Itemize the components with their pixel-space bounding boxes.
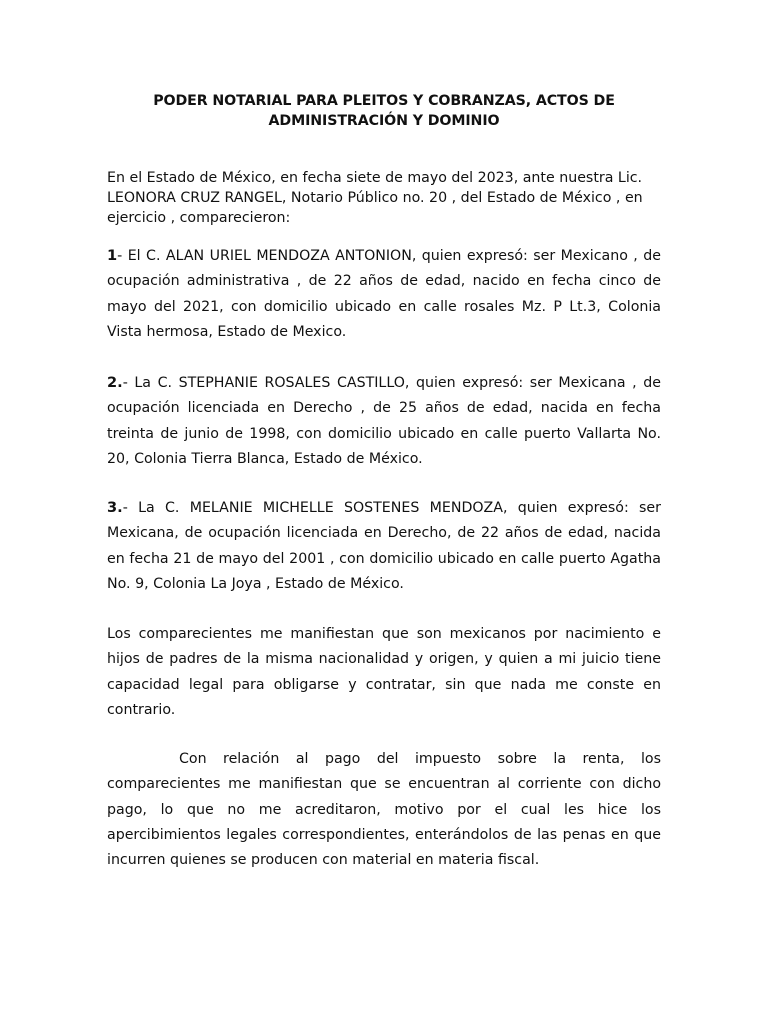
document-title: PODER NOTARIAL PARA PLEITOS Y COBRANZAS, ACTOS DE ADMINISTRACIÓN Y DOMINIO: [153, 93, 615, 129]
compareciente-separator-1: -: [117, 248, 128, 264]
tax-paragraph-text: Con relación al pago del impuesto sobre la renta, los comparecientes me manifiestan que se encuentran al corriente con dicho pago, lo que no me acreditaron, motivo por el cual les hice los apercibimientos legales correspondientes, enterándolos de las penas en que incurren quienes se producen con material en materia fiscal.: [107, 751, 661, 869]
declaration-paragraph: Los comparecientes me manifiestan que son mexicanos por nacimiento e hijos de padres de la misma nacionalidad y origen, y quien a mi juicio tiene capacidad legal para obligarse y contratar, sin que nada me conste en contrario.: [107, 626, 661, 718]
compareciente-number-2: 2.: [107, 374, 123, 391]
tax-paragraph: [107, 747, 661, 873]
compareciente-separator-2: -: [122, 375, 135, 391]
compareciente-text-2: La C. STEPHANIE ROSALES CASTILLO, quien expresó: ser Mexicana , de ocupación licenciada en Derecho , de 25 años de edad, nacida en fecha treinta de junio de 1998, con domicilio ubicado en calle puerto Vallarta No. 20, Colonia Tierra Blanca, Estado de México.: [107, 375, 661, 467]
compareciente-paragraph-3: [107, 495, 661, 597]
compareciente-number-1: 1: [107, 247, 118, 264]
compareciente-paragraph-2: [107, 370, 661, 472]
compareciente-text-3: La C. MELANIE MICHELLE SOSTENES MENDOZA, quien expresó: ser Mexicana, de ocupación licenciada en Derecho, de 22 años de edad, nacida en fecha 21 de mayo del 2001 , con domicilio ubicado en calle puerto Agatha No. 9, Colonia La Joya , Estado de México.: [107, 500, 661, 592]
compareciente-number-3: 3.: [107, 499, 123, 516]
compareciente-text-1: El C. ALAN URIEL MENDOZA ANTONION, quien expresó: ser Mexicano , de ocupación administrativa , de 22 años de edad, nacido en fecha cinco de mayo del 2021, con domicilio ubicado en calle rosales Mz. P Lt.3, Colonia Vista hermosa, Estado de Mexico.: [107, 248, 661, 340]
compareciente-paragraph-1: [107, 243, 661, 345]
compareciente-separator-3: -: [122, 500, 139, 516]
intro-paragraph: En el Estado de México, en fecha siete de mayo del 2023, ante nuestra Lic. LEONORA CRUZ RANGEL, Notario Público no. 20 , del Estado de México , en ejercicio , comparecieron:: [107, 170, 643, 226]
